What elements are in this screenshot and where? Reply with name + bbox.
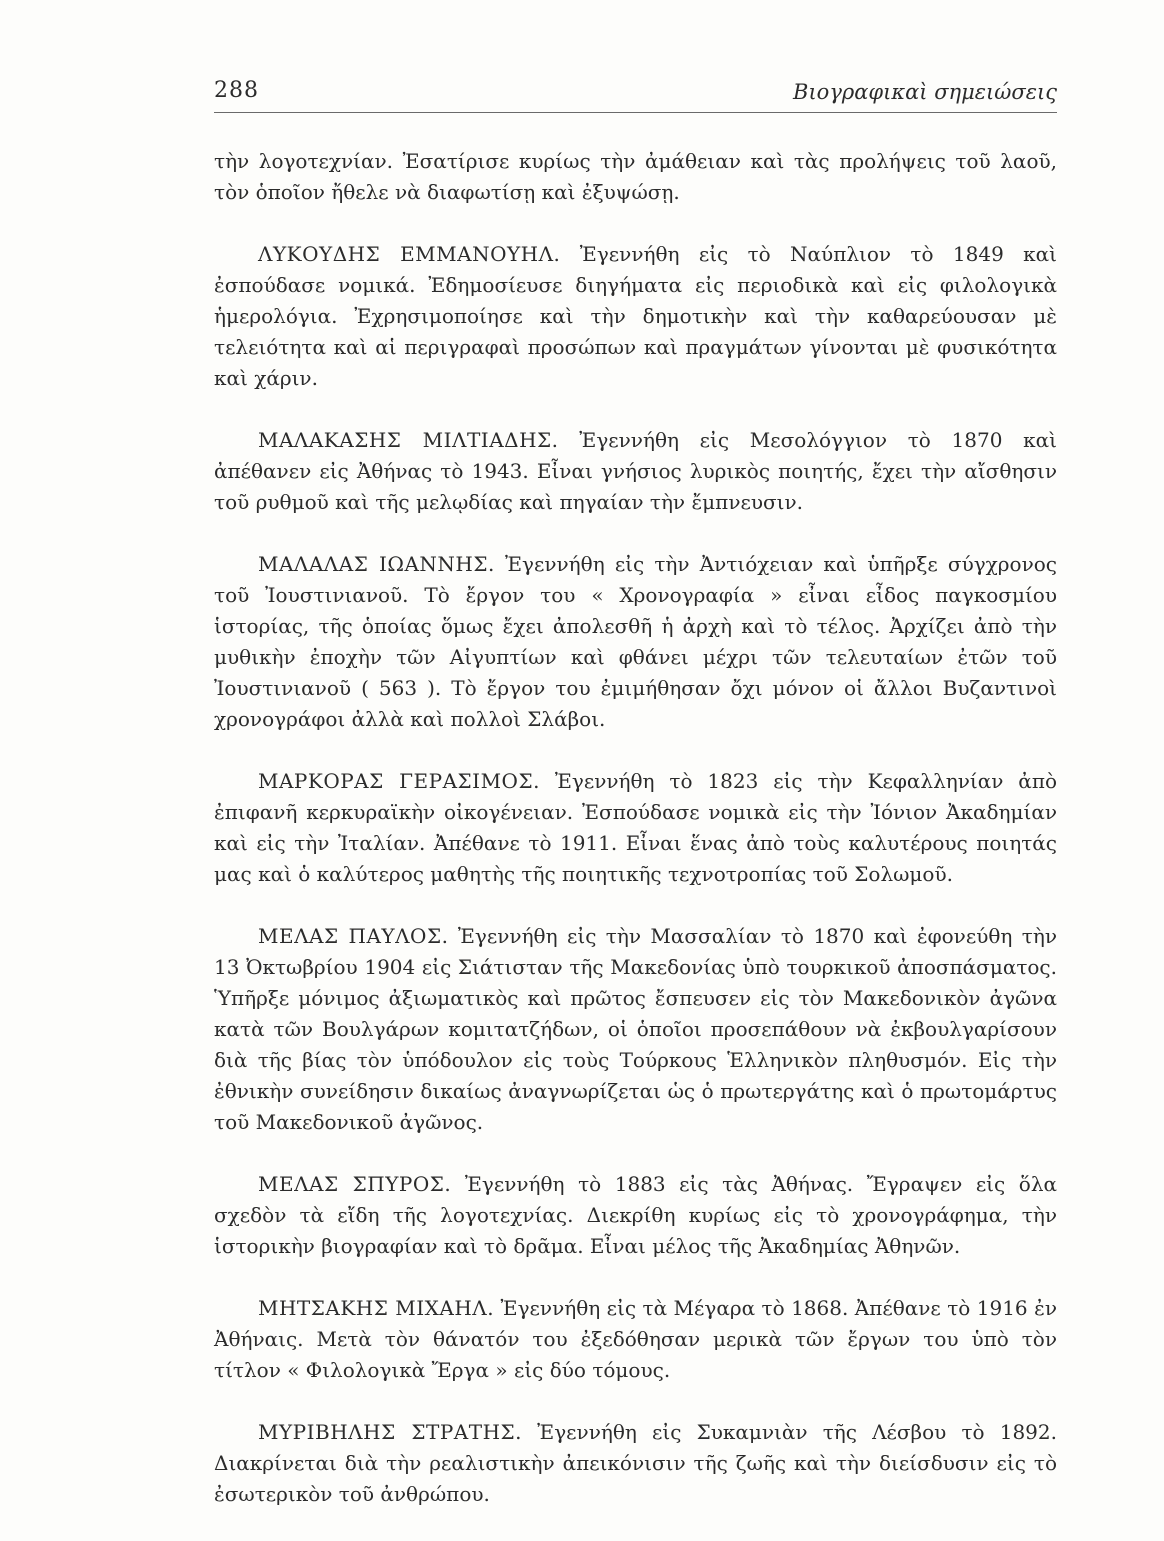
- entry-paragraph: [214, 1293, 1057, 1386]
- entry-paragraph: [214, 1169, 1057, 1262]
- page-number: 288: [214, 78, 259, 103]
- entry-paragraph: [214, 921, 1057, 1138]
- entry-text: Ἐγεννήθη εἰς Μεσολόγγιον τὸ 1870 καὶ ἀπέθανεν εἰς Ἀθήνας τὸ 1943. Εἶναι γνήσιος λυρικὸς ποιητής, ἔχει τὴν αἴσθησιν τοῦ ρυθμοῦ καὶ τῆς μελῳδίας καὶ πηγαίαν τὴν ἔμπνευσιν.: [214, 428, 1058, 514]
- body-text: [214, 146, 1057, 1541]
- running-title: Βιογραφικαὶ σημειώσεις: [793, 80, 1057, 104]
- entry-text: Ἐγεννήθη εἰς τὴν Μασσαλίαν τὸ 1870 καὶ ἐφονεύθη τὴν 13 Ὀκτωβρίου 1904 εἰς Σιάτισταν τῆς Μακεδονίας ὑπὸ τουρκικοῦ ἀποσπάσματος. Ὑπῆρξε μόνιμος ἀξιωματικὸς καὶ πρῶτος ἔσπευσεν εἰς τὸν Μακεδονικὸν ἀγῶνα κατὰ τῶν Βουλγάρων κομιτατζήδων, οἱ ὁποῖοι προσεπάθουν νὰ ἐκβουλγαρίσουν διὰ τῆς βίας τὸν ὑπόδουλον εἰς τοὺς Τούρκους Ἑλληνικὸν πληθυσμόν. Εἰς τὴν ἐθνικὴν συνείδησιν δικαίως ἀναγνωρίζεται ὡς ὁ πρωτεργάτης καὶ ὁ πρωτομάρτυς τοῦ Μακεδονικοῦ ἀγῶνος.: [214, 924, 1058, 1134]
- entry-name: ΛΥΚΟΥΔΗΣ ΕΜΜΑΝΟΥΗΛ.: [258, 242, 561, 266]
- entry-name: ΜΑΡΚΟΡΑΣ ΓΕΡΑΣΙΜΟΣ.: [258, 769, 540, 793]
- entry-text: Ἐγεννήθη εἰς τὴν Ἀντιόχειαν καὶ ὑπῆρξε σύγχρονος τοῦ Ἰουστινιανοῦ. Τὸ ἔργον του « Χρονογραφία » εἶναι εἶδος παγκοσμίου ἱστορίας, τῆς ὁποίας ὅμως ἔχει ἀπολεσθῆ ἡ ἀρχὴ καὶ τὸ τέλος. Ἀρχίζει ἀπὸ τὴν μυθικὴν ἐποχὴν τῶν Αἰγυπτίων καὶ φθάνει μέχρι τῶν τελευταίων ἐτῶν τοῦ Ἰουστινιανοῦ ( 563 ). Τὸ ἔργον του ἐμιμήθησαν ὄχι μόνον οἱ ἄλλοι Βυζαντινοὶ χρονογράφοι ἀλλὰ καὶ πολλοὶ Σλάβοι.: [214, 552, 1057, 731]
- entry-paragraph: [214, 425, 1057, 518]
- entry-paragraph: [214, 766, 1057, 890]
- entry-text: Ἐγεννήθη τὸ 1823 εἰς τὴν Κεφαλληνίαν ἀπὸ ἐπιφανῆ κερκυραϊκὴν οἰκογένειαν. Ἐσπούδασε νομικὰ εἰς τὴν Ἰόνιον Ἀκαδημίαν καὶ εἰς τὴν Ἰταλίαν. Ἀπέθανε τὸ 1911. Εἶναι ἕνας ἀπὸ τοὺς καλυτέρους ποιητάς μας καὶ ὁ καλύτερος μαθητὴς τῆς ποιητικῆς τεχνοτροπίας τοῦ Σολωμοῦ.: [214, 769, 1057, 886]
- entry-name: ΜΕΛΑΣ ΠΑΥΛΟΣ.: [258, 924, 449, 948]
- intro-paragraph: τὴν λογοτεχνίαν. Ἐσατίρισε κυρίως τὴν ἀμάθειαν καὶ τὰς προλήψεις τοῦ λαοῦ, τὸν ὁποῖον ἤθελε νὰ διαφωτίσῃ καὶ ἐξυψώσῃ.: [214, 149, 1057, 204]
- entry-paragraph: [214, 239, 1057, 394]
- page-header: [214, 70, 1057, 113]
- entry-name: ΜΑΛΑΛΑΣ ΙΩΑΝΝΗΣ.: [258, 552, 495, 576]
- entry-name: ΜΕΛΑΣ ΣΠΥΡΟΣ.: [258, 1172, 452, 1196]
- entry-text: Ἐγεννήθη εἰς Συκαμνιὰν τῆς Λέσβου τὸ 1892. Διακρίνεται διὰ τὴν ρεαλιστικὴν ἀπεικόνισιν τῆς ζωῆς καὶ τὴν διείσδυσιν εἰς τὸ ἐσωτερικὸν τοῦ ἀνθρώπου.: [214, 1420, 1057, 1506]
- entry-name: ΜΑΛΑΚΑΣΗΣ ΜΙΛΤΙΑΔΗΣ.: [258, 428, 559, 452]
- entry-name: ΜΥΡΙΒΗΛΗΣ ΣΤΡΑΤΗΣ.: [258, 1420, 523, 1444]
- entry-name: ΜΗΤΣΑΚΗΣ ΜΙΧΑΗΛ.: [258, 1296, 495, 1320]
- entry-text: Ἐγεννήθη εἰς τὸ Ναύπλιον τὸ 1849 καὶ ἐσπούδασε νομικά. Ἐδημοσίευσε διηγήματα εἰς περιοδικὰ καὶ εἰς φιλολογικὰ ἡμερολόγια. Ἐχρησιμοποίησε καὶ τὴν δημοτικὴν καὶ τὴν καθαρεύουσαν μὲ τελειότητα καὶ αἱ περιγραφαὶ προσώπων καὶ πραγμάτων γίνονται μὲ φυσικότητα καὶ χάριν.: [214, 242, 1057, 390]
- entry-paragraph: [214, 549, 1057, 735]
- entry-text: Ἐγεννήθη εἰς τὰ Μέγαρα τὸ 1868. Ἀπέθανε τὸ 1916 ἐν Ἀθήναις. Μετὰ τὸν θάνατόν του ἐξεδόθησαν μερικὰ τῶν ἔργων του ὑπὸ τὸν τίτλον « Φιλολογικὰ Ἔργα » εἰς δύο τόμους.: [214, 1296, 1057, 1382]
- entry-paragraph: [214, 1417, 1057, 1510]
- entry-text: Ἐγεννήθη τὸ 1883 εἰς τὰς Ἀθήνας. Ἔγραψεν εἰς ὅλα σχεδὸν τὰ εἴδη τῆς λογοτεχνίας. Διεκρίθη κυρίως εἰς τὸ χρονογράφημα, τὴν ἱστορικὴν βιογραφίαν καὶ τὸ δρᾶμα. Εἶναι μέλος τῆς Ἀκαδημίας Ἀθηνῶν.: [214, 1172, 1057, 1258]
